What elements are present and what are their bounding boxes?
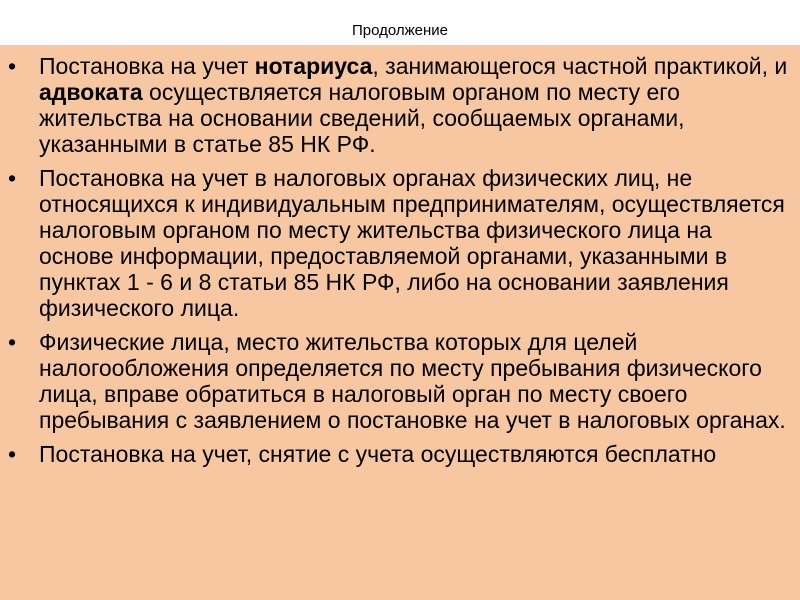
bullet-text-bold-notary: нотариуса: [254, 53, 373, 79]
bullet-text: Физические лица, место жительства которых для целей налогообложения определяется по месту пребывания физического лица, вправе обратиться в налоговый орган по месту своего пребывания с заявлением о постановке на учет в налоговых органах.: [39, 329, 786, 433]
slide-title: Продолжение: [351, 22, 449, 39]
bullet-text-part: , занимающегося частной практикой, и: [372, 53, 788, 79]
bullet-item: [0, 329, 800, 433]
bullet-item: [0, 53, 800, 157]
bullet-icon: •: [8, 165, 17, 191]
bullet-item: [0, 441, 800, 467]
bullet-text: [39, 53, 787, 157]
bullet-icon: •: [8, 329, 17, 355]
bullet-icon: •: [8, 53, 17, 79]
content-box: [0, 45, 800, 600]
bullet-text: Постановка на учет, снятие с учета осуществляются бесплатно: [39, 441, 717, 467]
bullet-text-bold-lawyer: адвоката: [39, 79, 143, 105]
bullet-text-part: осуществляется налоговым органом по месту его жительства на основании сведений, сообщаемых органами, указанными в статье 85 НК РФ.: [39, 79, 685, 157]
bullet-icon: •: [8, 441, 17, 467]
bullet-list: [0, 53, 800, 475]
bullet-text-part: Постановка на учет: [39, 53, 255, 79]
bullet-item: [0, 165, 800, 321]
bullet-text: Постановка на учет в налоговых органах физических лиц, не относящихся к индивидуальным предпринимателям, осуществляется налоговым органом по месту жительства физического лица на основе информации, предоставляемой органами, указанными в пунктах 1 - 6 и 8 статьи 85 НК РФ, либо на основании заявления физического лица.: [39, 165, 785, 321]
